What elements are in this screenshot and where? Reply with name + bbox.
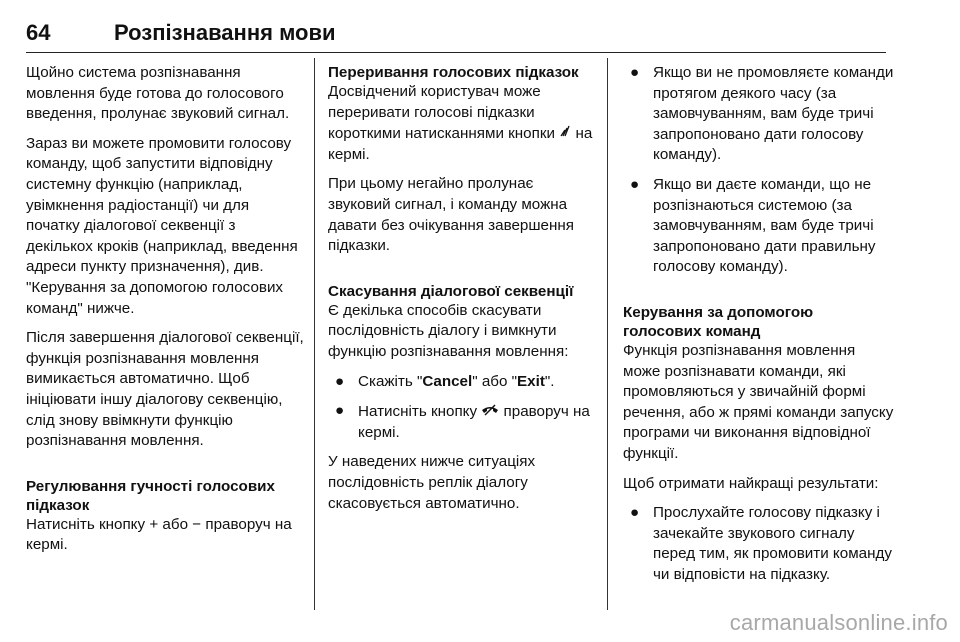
bullet-icon: ● bbox=[630, 504, 640, 522]
paragraph: Досвідчений користувач може переривати голосові підказки короткими натисканнями кнопки на кермі. bbox=[328, 83, 593, 163]
column-divider bbox=[314, 58, 315, 610]
page-title: Розпізнавання мови bbox=[114, 20, 336, 45]
bullet-icon: ● bbox=[335, 372, 345, 390]
bullet-icon: ● bbox=[335, 402, 345, 420]
section-heading-interrupt: Переривання голосових підказок bbox=[328, 64, 579, 81]
watermark: carmanualsonline.info bbox=[729, 610, 948, 635]
paragraph: Щойно система розпізнавання мовлення буде готова до голосового введення, пролунає звуковий сигнал. bbox=[26, 64, 290, 123]
section-heading-volume: Регулювання гучності голосових підказок bbox=[26, 477, 275, 514]
list-item: ● Якщо ви не промовляєте команди протягом деякого часу (за замовчуванням, вам буде тричі запропоновано дати голосову команду). bbox=[630, 64, 894, 164]
list-item: ● Прослухайте голосову підказку і зачекайте звукового сигналу перед тим, як промовити команду чи відповісти на підказку. bbox=[630, 504, 892, 583]
exit-command: Exit bbox=[517, 372, 545, 390]
list-item: ● Скажіть "Cancel" або "Exit". bbox=[328, 372, 596, 393]
cancel-command: Cancel bbox=[422, 372, 473, 390]
column-3 bbox=[623, 63, 895, 594]
list-item: ● Натисніть кнопку праворуч на кермі. bbox=[335, 402, 590, 441]
column-2 bbox=[328, 63, 596, 523]
section-heading-cancel: Скасування діалогової секвенції bbox=[328, 282, 574, 300]
section-heading-voice-commands: Керування за допомогою голосових команд bbox=[623, 303, 814, 340]
paragraph: Функція розпізнавання мовлення може розпізнавати команди, які промовляються у звичайній формі речення, або ж прямі команди запуску програми чи виконання відповідної функції. bbox=[623, 341, 894, 462]
paragraph: Зараз ви можете промовити голосову команду, щоб запустити відповідну системну функцію (наприклад, увімкнення радіостанції) чи для початку діалогової секвенції з декількох кроків (наприклад, введення адреси пункту призначення), див. "Керування за допомогою голосових команд" нижче. bbox=[26, 134, 298, 317]
bullet-icon: ● bbox=[630, 64, 640, 81]
minus-icon: − bbox=[192, 515, 202, 533]
voice-icon bbox=[559, 123, 571, 144]
paragraph: Після завершення діалогової секвенції, функція розпізнавання мовлення вимикається автоматично. Щоб ініціювати іншу діалогову секвенцію, слід знову ввімкнути функцію розпізнавання мовлення. bbox=[26, 329, 304, 450]
column-divider bbox=[607, 58, 608, 610]
paragraph: Щоб отримати найкращі результати: bbox=[623, 474, 879, 492]
paragraph: При цьому негайно пролунає звуковий сигнал, і команду можна давати без очікування завершення підказки. bbox=[328, 175, 575, 255]
page-number: 64 bbox=[26, 20, 51, 45]
paragraph: Натисніть кнопку + або − праворуч на кермі. bbox=[26, 515, 292, 554]
column-1 bbox=[26, 63, 306, 565]
hang-up-icon bbox=[481, 401, 499, 422]
paragraph: Є декілька способів скасувати послідовність діалогу і вимкнути функцію розпізнавання мовлення: bbox=[328, 301, 569, 360]
plus-icon: + bbox=[149, 515, 159, 533]
page-header bbox=[26, 20, 886, 53]
bullet-icon: ● bbox=[630, 175, 640, 193]
list-item: ● Якщо ви даєте команди, що не розпізнаються системою (за замовчуванням, вам буде тричі запропоновано дати правильну голосову команду). bbox=[630, 175, 876, 276]
paragraph: У наведених нижче ситуаціях послідовність реплік діалогу скасовується автоматично. bbox=[328, 453, 536, 512]
